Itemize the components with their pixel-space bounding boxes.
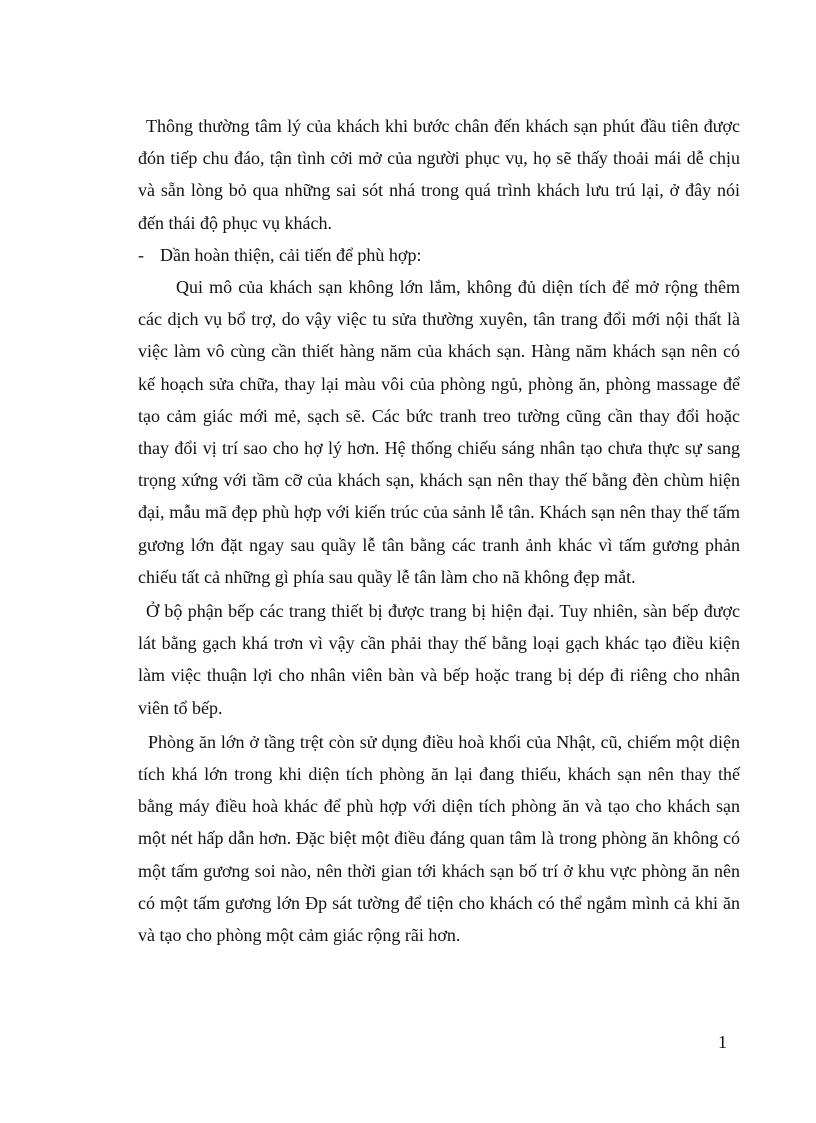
bullet-item — [138, 239, 740, 271]
paragraph-guest-psychology: Thông thường tâm lý của khách khi bước chân đến khách sạn phút đầu tiên được đón tiếp chu đáo, tận tình cởi mở của người phục vụ, họ sẽ thấy thoải mái dễ chịu và sẵn lòng bỏ qua những sai sót nhá trong quá trình khách lưu trú lại, ở đây nói đến thái độ phục vụ khách. — [138, 116, 740, 233]
document-body — [138, 110, 740, 951]
paragraph-kitchen: Ở bộ phận bếp các trang thiết bị được trang bị hiện đại. Tuy nhiên, sàn bếp được lát bằng gạch khá trơn vì vậy cần phải thay thế bằng loại gạch khác tạo điều kiện làm việc thuận lợi cho nhân viên bàn và bếp hoặc trang bị dép đi riêng cho nhân viên tổ bếp. — [138, 601, 740, 718]
paragraph-dining-room: Phòng ăn lớn ở tầng trệt còn sử dụng điều hoà khối của Nhật, cũ, chiếm một diện tích khá lớn trong khi diện tích phòng ăn lại đang thiếu, khách sạn nên thay thế bằng máy điều hoà khác để phù hợp với diện tích phòng ăn và tạo cho khách sạn một nét hấp dẫn hơn. Đặc biệt một điều đáng quan tâm là trong phòng ăn không có một tấm gương soi nào, nên thời gian tới khách sạn bố trí ở khu vực phòng ăn nên có một tấm gương lớn Đp sát tường để tiện cho khách có thể ngắm mình cả khi ăn và tạo cho phòng một cảm giác rộng rãi hơn. — [138, 731, 740, 946]
bullet-dash: - — [138, 244, 144, 265]
bullet-heading: Dần hoàn thiện, cải tiến để phù hợp: — [160, 244, 422, 265]
paragraph-renovation: Qui mô của khách sạn không lớn lắm, không đủ diện tích để mở rộng thêm các dịch vụ bổ trợ, do vậy việc tu sửa thường xuyên, tân trang đổi mới nội thất là việc làm vô cùng cần thiết hàng năm của khách sạn. Hàng năm khách sạn nên có kế hoạch sửa chữa, thay lại màu vôi của phòng ngủ, phòng ăn, phòng massage để tạo cảm giác mới mẻ, sạch sẽ. Các bức tranh treo tường cũng cần thay đổi hoặc thay đổi vị trí sao cho hợ lý hơn. Hệ thống chiếu sáng nhân tạo chưa thực sự sang trọng xứng với tầm cỡ của khách sạn, khách sạn nên thay thế bằng đèn chùm hiện đại, mẫu mã đẹp phù hợp với kiến trúc của sảnh lễ tân. Khách sạn nên thay thế tấm gương lớn đặt ngay sau quầy lễ tân bằng các tranh ảnh khác vì tấm gương phản chiếu tất cả những gì phía sau quầy lễ tân làm cho nã không đẹp mắt. — [138, 277, 740, 587]
page-number: 1 — [718, 1032, 727, 1052]
